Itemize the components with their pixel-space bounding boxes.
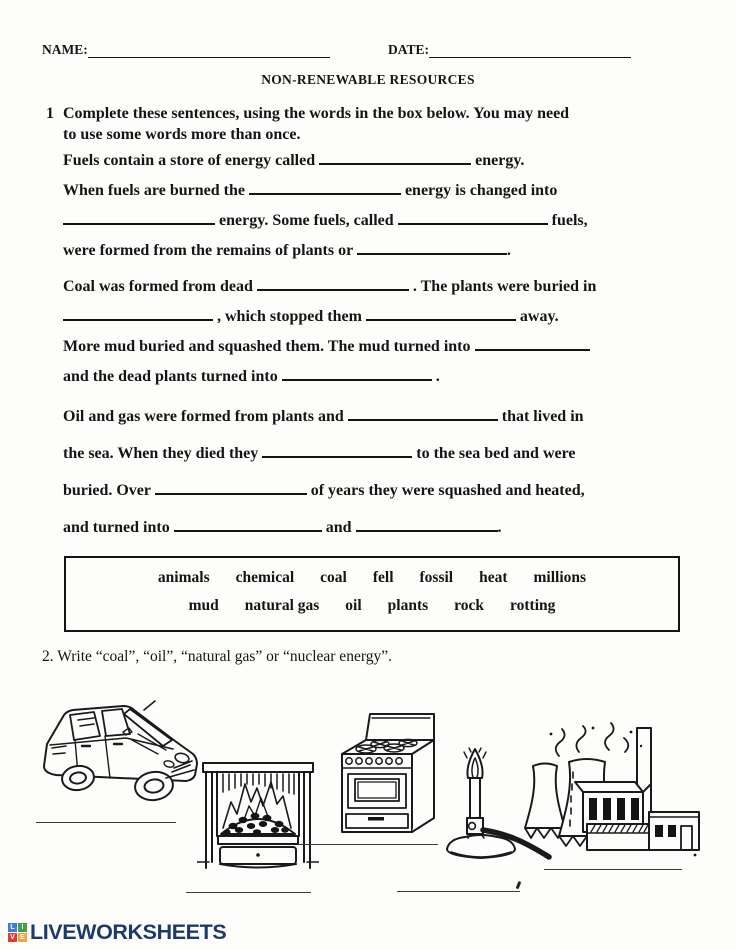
fill-in-blank[interactable] [257, 276, 409, 291]
fill-in-blank[interactable] [398, 210, 548, 225]
fill-sentences [63, 146, 675, 552]
liveworksheets-logo [8, 920, 226, 945]
sentence-text: of years they were squashed and heated, [306, 482, 585, 499]
fill-in-blank[interactable] [356, 517, 498, 532]
fill-in-blank[interactable] [63, 210, 215, 225]
sentence-paragraph [63, 398, 675, 546]
sentence-line [63, 362, 675, 392]
word-bank-word: fell [372, 569, 394, 586]
sentence-line [63, 398, 675, 435]
sentence-line [63, 272, 675, 302]
sentence-text: and turned into [63, 519, 174, 536]
word-bank-row [66, 592, 678, 620]
sentence-text: Oil and gas were formed from plants and [63, 408, 348, 425]
sentence-line [63, 332, 675, 362]
fill-in-blank[interactable] [63, 306, 213, 321]
word-bank-word: mud [188, 597, 219, 614]
sentence-text: fuels, [547, 212, 588, 229]
sentence-line [63, 236, 675, 266]
sentence-text: When fuels are burned the [63, 182, 249, 199]
answer-line-bunsen-burner[interactable] [397, 891, 520, 892]
date-input-line[interactable] [429, 43, 631, 58]
name-input-line[interactable] [88, 43, 330, 58]
coal-fire-icon [197, 758, 319, 876]
date-field-group [388, 40, 631, 60]
sentence-text: , which stopped them [213, 308, 366, 325]
sentence-text: buried. Over [63, 482, 155, 499]
word-bank-word: animals [157, 569, 210, 586]
word-bank-word: heat [479, 569, 508, 586]
word-bank-row [66, 564, 678, 592]
sentence-text: . [506, 242, 511, 259]
answer-line-gas-stove[interactable] [298, 844, 438, 845]
logo-square-i: I [18, 923, 27, 932]
sentence-text: Coal was formed from dead [63, 278, 257, 295]
sentence-text: Fuels contain a store of energy called [63, 152, 320, 169]
answer-line-coal-fire[interactable] [186, 892, 311, 893]
sentence-line [63, 302, 675, 332]
word-bank-word: chemical [235, 569, 295, 586]
question-1 [46, 103, 686, 145]
liveworksheets-logo-icon [8, 923, 27, 942]
sentence-paragraph [63, 272, 675, 392]
word-bank-word: fossil [419, 569, 454, 586]
fill-in-blank[interactable] [262, 443, 412, 458]
sentence-paragraph [63, 146, 675, 266]
fill-in-blank[interactable] [366, 306, 516, 321]
word-bank-word: oil [345, 597, 362, 614]
sentence-text: that lived in [497, 408, 584, 425]
question-1-prompt-line1: Complete these sentences, using the words in the box below. You may need [63, 105, 570, 122]
sentence-text: . [497, 519, 502, 536]
word-bank-word: coal [320, 569, 347, 586]
sentence-text: away. [515, 308, 559, 325]
sentence-text: and the dead plants turned into [63, 368, 282, 385]
date-label: DATE: [388, 42, 430, 57]
question-2-prompt: 2. Write “coal”, “oil”, “natural gas” or “nuclear energy”. [42, 648, 392, 665]
sentence-line [63, 206, 675, 236]
car-icon [26, 698, 208, 820]
sentence-text: . [431, 368, 440, 385]
logo-square-e: E [18, 933, 27, 942]
sentence-line [63, 176, 675, 206]
fill-in-blank[interactable] [282, 366, 432, 381]
sentence-line [63, 146, 675, 176]
sentence-line [63, 509, 675, 546]
power-station-icon [513, 720, 703, 870]
sentence-text: energy. [471, 152, 525, 169]
name-field-group [42, 40, 330, 60]
sentence-text: . The plants were buried in [408, 278, 597, 295]
word-bank-word: plants [387, 597, 429, 614]
fill-in-blank[interactable] [348, 406, 498, 421]
sentence-text: were formed from the remains of plants or [63, 242, 357, 259]
logo-square-l: L [8, 923, 17, 932]
liveworksheets-brand-text: LIVEWORKSHEETS [30, 920, 227, 944]
name-label: NAME: [42, 42, 88, 57]
logo-square-v: V [8, 933, 17, 942]
stray-mark [516, 881, 521, 889]
fill-in-blank[interactable] [155, 480, 307, 495]
sentence-text: More mud buried and squashed them. The mud turned into [63, 338, 475, 355]
worksheet-title: NON-RENEWABLE RESOURCES [261, 72, 475, 87]
word-bank-word: millions [533, 569, 587, 586]
answer-line-power-station[interactable] [544, 869, 682, 870]
question-1-prompt [63, 103, 569, 145]
question-1-prompt-line2: to use some words more than once. [63, 126, 301, 143]
fill-in-blank[interactable] [249, 180, 401, 195]
fill-in-blank[interactable] [357, 240, 507, 255]
sentence-text: energy is changed into [400, 182, 558, 199]
word-bank-word: natural gas [244, 597, 320, 614]
sentence-text: the sea. When they died they [63, 445, 263, 462]
sentence-text: and [321, 519, 356, 536]
word-box [64, 556, 680, 632]
question-1-number: 1 [46, 105, 54, 122]
word-bank-word: rock [454, 597, 485, 614]
fill-in-blank[interactable] [475, 336, 590, 351]
fill-in-blank[interactable] [319, 150, 471, 165]
sentence-text: energy. Some fuels, called [215, 212, 398, 229]
answer-line-car[interactable] [36, 822, 176, 823]
sentence-text: to the sea bed and were [412, 445, 576, 462]
fill-in-blank[interactable] [174, 517, 322, 532]
sentence-line [63, 472, 675, 509]
word-bank-word: rotting [510, 597, 556, 614]
sentence-line [63, 435, 675, 472]
